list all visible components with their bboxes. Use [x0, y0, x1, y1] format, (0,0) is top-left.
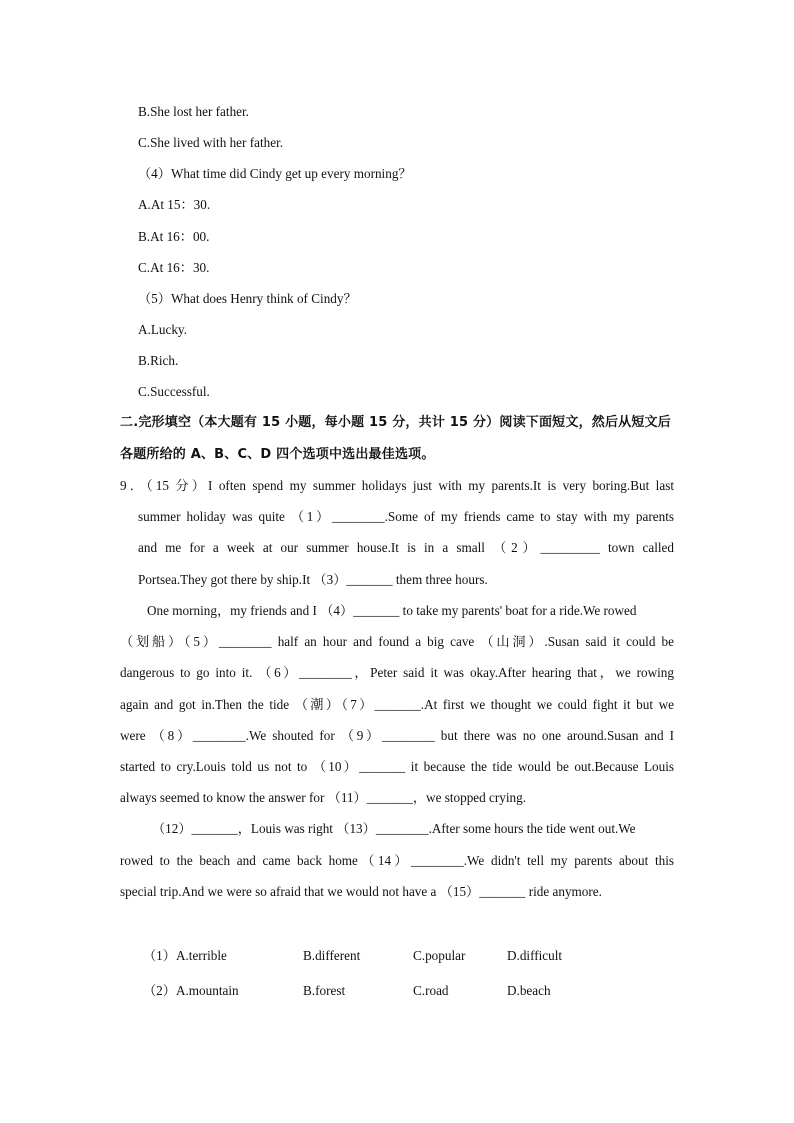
choice-1-c: C.popular [413, 948, 466, 963]
passage-p2-line3: dangerous to go into it. （6）________，Peter said it was okay.After hearing that，we rowing [120, 665, 674, 680]
passage-p3-line2: rowed to the beach and came back home（14）________.We didn't tell my parents about this [120, 853, 674, 868]
q4-option-b: B.At 16：00. [138, 229, 210, 244]
passage-p2-line7: always seemed to know the answer for （11）_______，we stopped crying. [120, 790, 527, 805]
choice-2-a: （2）A.mountain [143, 983, 239, 998]
passage-p2-line2: （划船）（5）________ half an hour and found a big cave （山洞）.Susan said it could be [120, 634, 674, 649]
choice-1-a: （1）A.terrible [143, 948, 227, 963]
q5-option-c: C.Successful. [138, 384, 210, 399]
q4-stem: （4）What time did Cindy get up every morning？ [138, 166, 412, 181]
q3-option-b: B.She lost her father. [138, 104, 249, 119]
passage-p3-line3: special trip.And we were so afraid that we would not have a （15）_______ ride anymore. [120, 884, 602, 899]
section-heading-line2: 各题所给的 A、B、C、D 四个选项中选出最佳选项。 [120, 447, 435, 462]
q3-option-c: C.She lived with her father. [138, 135, 284, 150]
passage-p2-line4: again and got in.Then the tide （潮）（7）_______.At first we thought we could fight it but we [120, 697, 674, 712]
choice-2-c: C.road [413, 983, 449, 998]
passage-p2-line5: were （8）________.We shouted for （9）________ but there was no one around.Susan and I [120, 728, 674, 743]
passage-p2-line1: One morning，my friends and I （4）_______ to take my parents' boat for a ride.We rowed [147, 603, 637, 618]
section-heading-line1: 二.完形填空（本大题有 15 小题，每小题 15 分，共计 15 分）阅读下面短文，然后从短文后 [120, 415, 671, 430]
passage-p2-line6: started to cry.Louis told us not to （10）_______ it because the tide would be out.Because Louis [120, 759, 674, 774]
q4-option-c: C.At 16：30. [138, 260, 210, 275]
choice-2-b: B.forest [303, 983, 346, 998]
passage-p1-line1: 9．（15 分）I often spend my summer holidays just with my parents.It is very boring.But last [120, 478, 674, 493]
choice-1-b: B.different [303, 948, 361, 963]
passage-p3-line1: （12）_______，Louis was right （13）________.After some hours the tide went out.We [152, 821, 636, 836]
q5-option-a: A.Lucky. [138, 322, 187, 337]
q5-option-b: B.Rich. [138, 353, 179, 368]
choice-2-d: D.beach [507, 983, 551, 998]
q5-stem: （5）What does Henry think of Cindy？ [138, 291, 357, 306]
passage-p1-line4: Portsea.They got there by ship.It （3）_______ them three hours. [138, 572, 488, 587]
choice-1-d: D.difficult [507, 948, 563, 963]
passage-p1-line3: and me for a week at our summer house.It is in a small （2）_________ town called [138, 540, 674, 555]
q4-option-a: A.At 15：30. [138, 197, 211, 212]
passage-p1-line2: summer holiday was quite （1）________.Some of my friends came to stay with my parents [138, 509, 674, 524]
